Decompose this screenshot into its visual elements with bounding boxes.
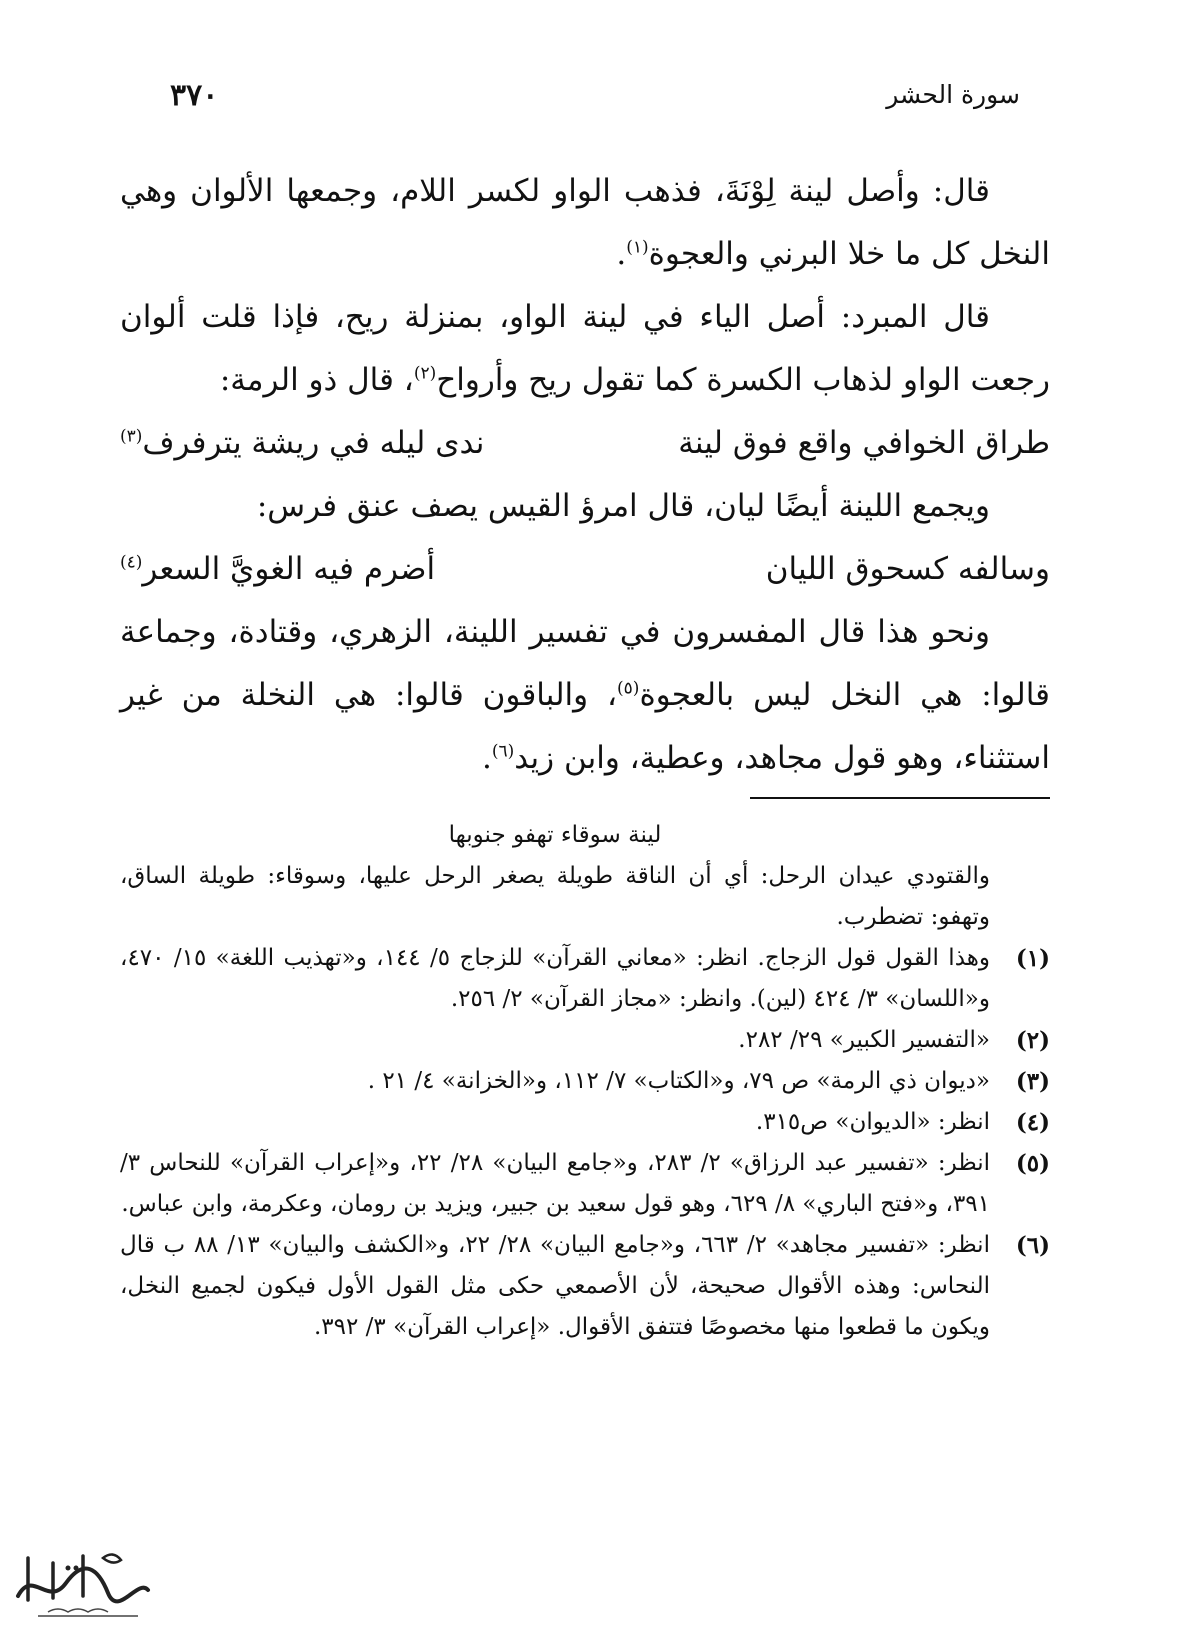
footnote-number: (٤) [1015, 1109, 1050, 1136]
footnote-separator [750, 797, 1050, 799]
verse-2-second-hemistich: أضرم فيه الغويَّ السعر$^{(٤)}$ [120, 551, 436, 587]
footnote-text: انظر: «تفسير مجاهد» ٢/ ٦٦٣، و«جامع البيان» ٢٨/ ٢٢، و«الكشف والبيان» ١٣/ ٨٨ ب قال النحاس: وهذه الأقوال صحيحة، لأن الأصمعي حكى مثل القول الأول فيكون لجميع النخل، ويكون ما قطعوا منها مخصوصًا فتتفق الأقوال. «إعراب القرآن» ٣/ ٣٩٢. [120, 1232, 990, 1340]
footnote-ref-6: (٦) [491, 741, 515, 762]
verse-1-first-hemistich: طراق الخوافي واقع فوق لينة [678, 425, 1050, 461]
footnote-ref-2: (٢) [413, 363, 437, 384]
footnote-3 [120, 1061, 1050, 1102]
main-text [120, 160, 1050, 790]
calligraphy-logo-icon [8, 1538, 158, 1628]
footnote-text: وهذا القول قول الزجاج. انظر: «معاني القرآن» للزجاج ٥/ ١٤٤، و«تهذيب اللغة» ١٥/ ٤٧٠، و«اللسان» ٣/ ٤٢٤ (لين). وانظر: «مجاز القرآن» ٢/ ٢٥٦. [120, 945, 991, 1012]
footnote-number: (٣) [1015, 1068, 1050, 1095]
footnote-ref-1: (١) [626, 237, 649, 258]
footnote-text: «التفسير الكبير» ٢٩/ ٢٨٢. [738, 1027, 990, 1053]
poetry-verse-2 [120, 538, 1050, 601]
surah-title: سورة الحشر [886, 80, 1020, 109]
footnotes-section [120, 815, 1050, 1348]
footnote-number: (٥) [1015, 1150, 1050, 1177]
footnote-number: (٦) [1015, 1232, 1050, 1259]
paragraph-3: ويجمع اللينة أيضًا ليان، قال امرؤ القيس يصف عنق فرس: [256, 488, 990, 524]
footnote-continuation-verse: لينة سوقاء تهفو جنوبها [448, 822, 662, 848]
footnote-ref-5: (٥) [617, 678, 640, 699]
footnote-text: انظر: «تفسير عبد الرزاق» ٢/ ٢٨٣، و«جامع البيان» ٢٨/ ٢٢، و«إعراب القرآن» للنحاس ٣/ ٣٩١، و«فتح الباري» ٨/ ٦٢٩، وهو قول سعيد بن جبير، ويزيد بن رومان، وعكرمة، وابن عباس. [120, 1150, 991, 1217]
page-number: ٣٧٠ [170, 78, 219, 113]
footnote-text: «ديوان ذي الرمة» ص ٧٩، و«الكتاب» ٧/ ١١٢، و«الخزانة» ٤/ ٢١ . [367, 1068, 990, 1094]
footnote-2 [120, 1020, 1050, 1061]
poetry-verse-1 [120, 412, 1050, 475]
paragraph-2: قال المبرد: أصل الياء في لينة الواو، بمنزلة ريح، فإذا قلت ألوان رجعت الواو لذهاب الكسرة كما تقول ريح وأرواح$^{(٢)}$، قال ذو الرمة: [120, 299, 1050, 398]
verse-2-first-hemistich: وسالفه كسحوق الليان [765, 551, 1050, 587]
footnote-ref-4: (٤) [120, 552, 143, 573]
footnote-4 [120, 1102, 1050, 1143]
footnote-number: (٢) [1015, 1027, 1050, 1054]
page-header [170, 72, 1020, 122]
footnote-6 [120, 1225, 1050, 1348]
footnote-continuation-text: والقتودي عيدان الرحل: أي أن الناقة طويلة يصغر الرحل عليها، وسوقاء: طويلة الساق، وتهفو: تضطرب. [120, 863, 990, 930]
paragraph-1: قال: وأصل لينة لِوْنَةَ، فذهب الواو لكسر اللام، وجمعها الألوان وهي النخل كل ما خلا البرني والعجوة$^{(١)}$. [120, 173, 1050, 272]
paragraph-4: ونحو هذا قال المفسرون في تفسير اللينة، الزهري، وقتادة، وجماعة قالوا: هي النخل ليس بالعجوة$^{(٥)}$، والباقون قالوا: هي النخلة من غير استثناء، وهو قول مجاهد، وعطية، وابن زيد$^{(٦)}$. [120, 614, 1050, 776]
footnote-text: انظر: «الديوان» ص٣١٥. [755, 1109, 990, 1135]
footnote-number: (١) [1015, 945, 1050, 972]
verse-1-second-hemistich: ندى ليله في ريشة يترفرف$^{(٣)}$ [120, 425, 485, 461]
footnote-ref-3: (٣) [120, 426, 143, 447]
footnote-1 [120, 938, 1050, 1020]
footnote-5 [120, 1143, 1050, 1225]
